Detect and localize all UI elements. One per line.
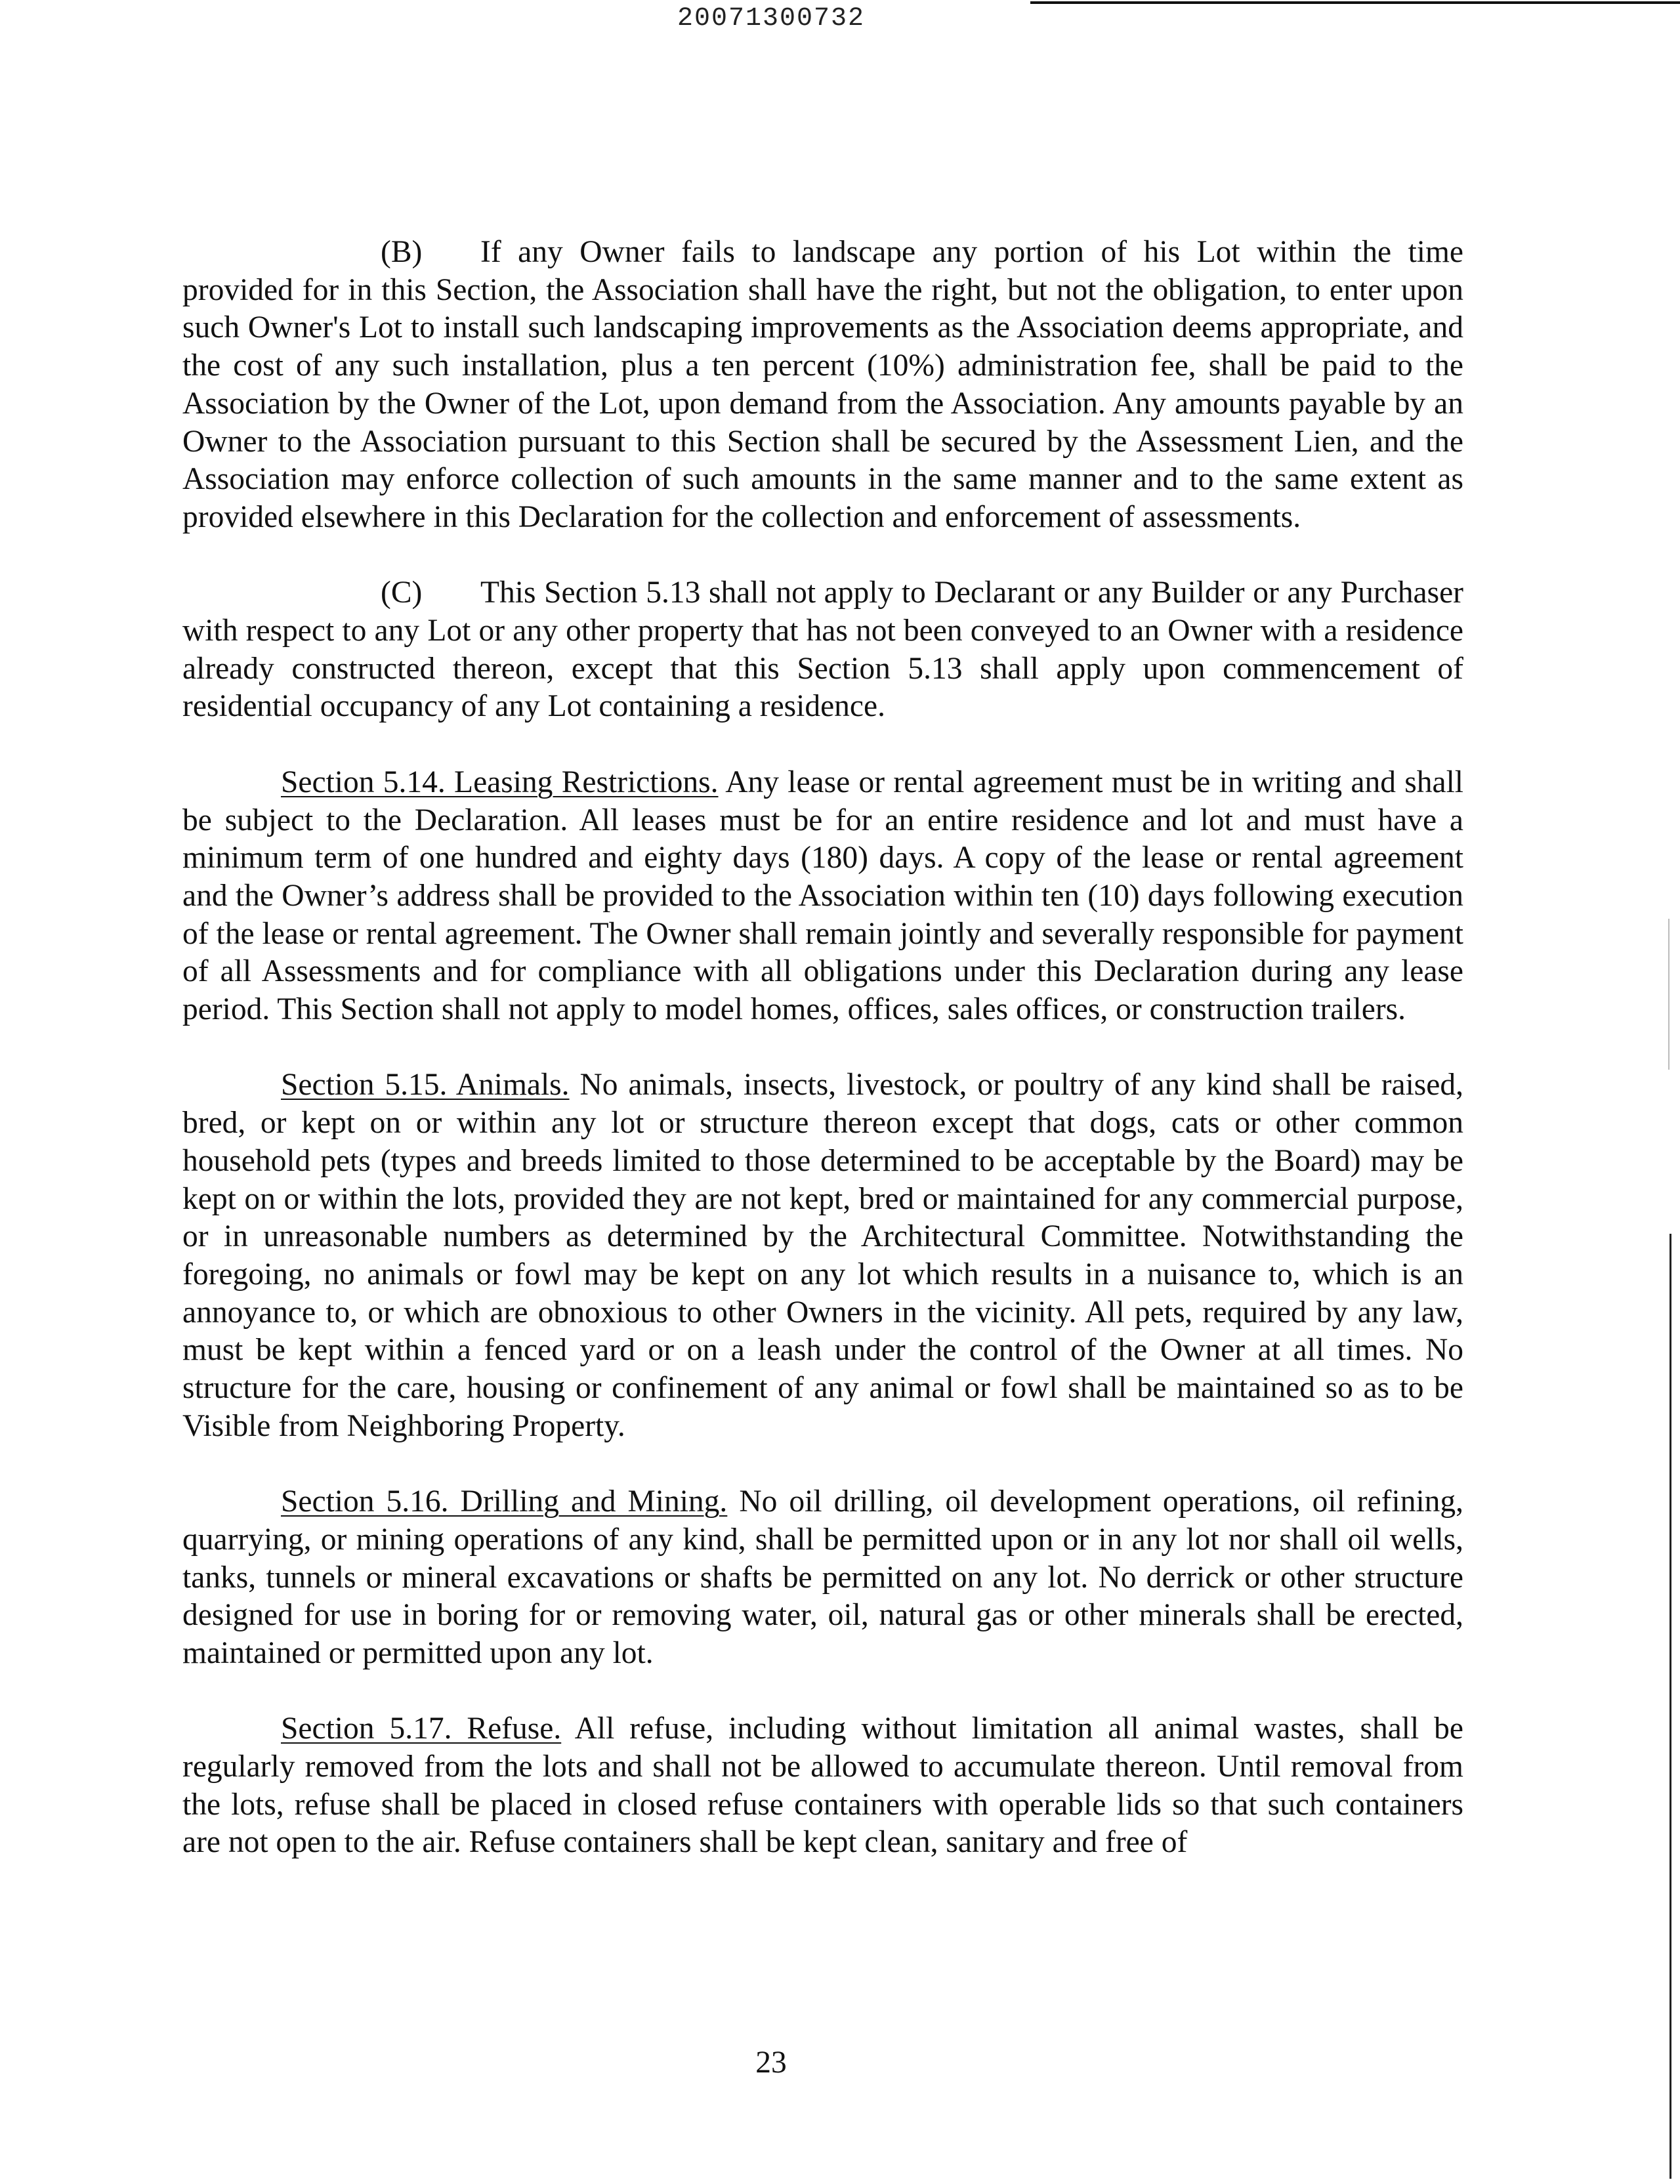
paragraph-b [182,234,1463,537]
section-5-15-title: Section 5.15. Animals. [281,1068,570,1102]
scan-edge-mark [1668,919,1670,1070]
section-5-16-title: Section 5.16. Drilling and Mining. [281,1484,728,1519]
paragraph-c-label: (C) [381,576,423,610]
section-5-15-text: No animals, insects, livestock, or poultry of any kind shall be raised, bred, or kept on or within any lot or structure thereon except that dogs, cats or other common household pets (types and breeds limited to those determined to be acceptable by the Board) may be kept on or within the lots, provided they are not kept, bred or maintained for any commercial purpose, or in unreasonable numbers as determined by the Architectural Committee. Notwithstanding the foregoing, no animals or fowl may be kept on any lot which results in a nuisance to, which is an annoyance to, or which are obnoxious to other Owners in the vicinity. All pets, required by any law, must be kept within a fenced yard or on a leash under the control of the Owner at all times. No structure for the care, housing or confinement of any animal or fowl shall be maintained so as to be Visible from Neighboring Property. [182,1068,1464,1443]
paragraph-c-text: This Section 5.13 shall not apply to Declarant or any Builder or any Purchaser with respect to any Lot or any other property that has not been conveyed to an Owner with a residence already constructed thereon, except that this Section 5.13 shall apply upon commencement of residential occupancy of any Lot containing a residence. [182,576,1463,724]
page-number: 23 [755,2046,787,2080]
document-number: 20071300732 [677,4,866,33]
section-5-14-text: Any lease or rental agreement must be in writing and shall be subject to the Declaration. All leases must be for an entire residence and lot and must have a minimum term of one hundred and eighty days (180) days. A copy of the lease or rental agreement and the Owner’s address shall be provided to the Association within ten (10) days following execution of the lease or rental agreement. The Owner shall remain jointly and severally responsible for payment of all Assessments and for compliance with all obligations under this Declaration during any lease period. This Section shall not apply to model homes, offices, sales offices, or construction trailers. [182,765,1463,1027]
paragraph-c [182,574,1463,726]
section-5-16 [182,1483,1463,1673]
paragraph-b-label: (B) [381,235,423,269]
section-5-17 [182,1710,1463,1862]
section-5-14 [182,764,1463,1029]
section-5-17-title: Section 5.17. Refuse. [281,1712,562,1746]
paragraph-b-text: If any Owner fails to landscape any portion of his Lot within the time provided for in this Section, the Association shall have the right, but not the obligation, to enter upon such Owner's Lot to install such landscaping improvements as the Association deems appropriate, and the cost of any such installation, plus a ten percent (10%) administration fee, shall be paid to the Association by the Owner of the Lot, upon demand from the Association. Any amounts payable by an Owner to the Association pursuant to this Section shall be secured by the Assessment Lien, and the Association may enforce collection of such amounts in the same manner and to the same extent as provided elsewhere in this Declaration for the collection and enforcement of assessments. [182,235,1463,534]
section-5-15 [182,1066,1463,1445]
right-edge-rule [1670,1234,1671,2179]
section-5-14-title: Section 5.14. Leasing Restrictions. [281,765,719,799]
section-5-16-text: No oil drilling, oil development operations, oil refining, quarrying, or mining operations of any kind, shall be permitted upon or in any lot nor shall oil wells, tanks, tunnels or mineral excavations or shafts be permitted on any lot. No derrick or other structure designed for use in boring for or removing water, oil, natural gas or other minerals shall be erected, maintained or permitted upon any lot. [182,1484,1464,1670]
document-body [182,234,1463,1900]
section-5-17-text: All refuse, including without limitation all animal wastes, shall be regularly removed from the lots and shall not be allowed to accumulate thereon. Until removal from the lots, refuse shall be placed in closed refuse containers with operable lids so that such containers are not open to the air. Refuse containers shall be kept clean, sanitary and free of [182,1712,1463,1860]
